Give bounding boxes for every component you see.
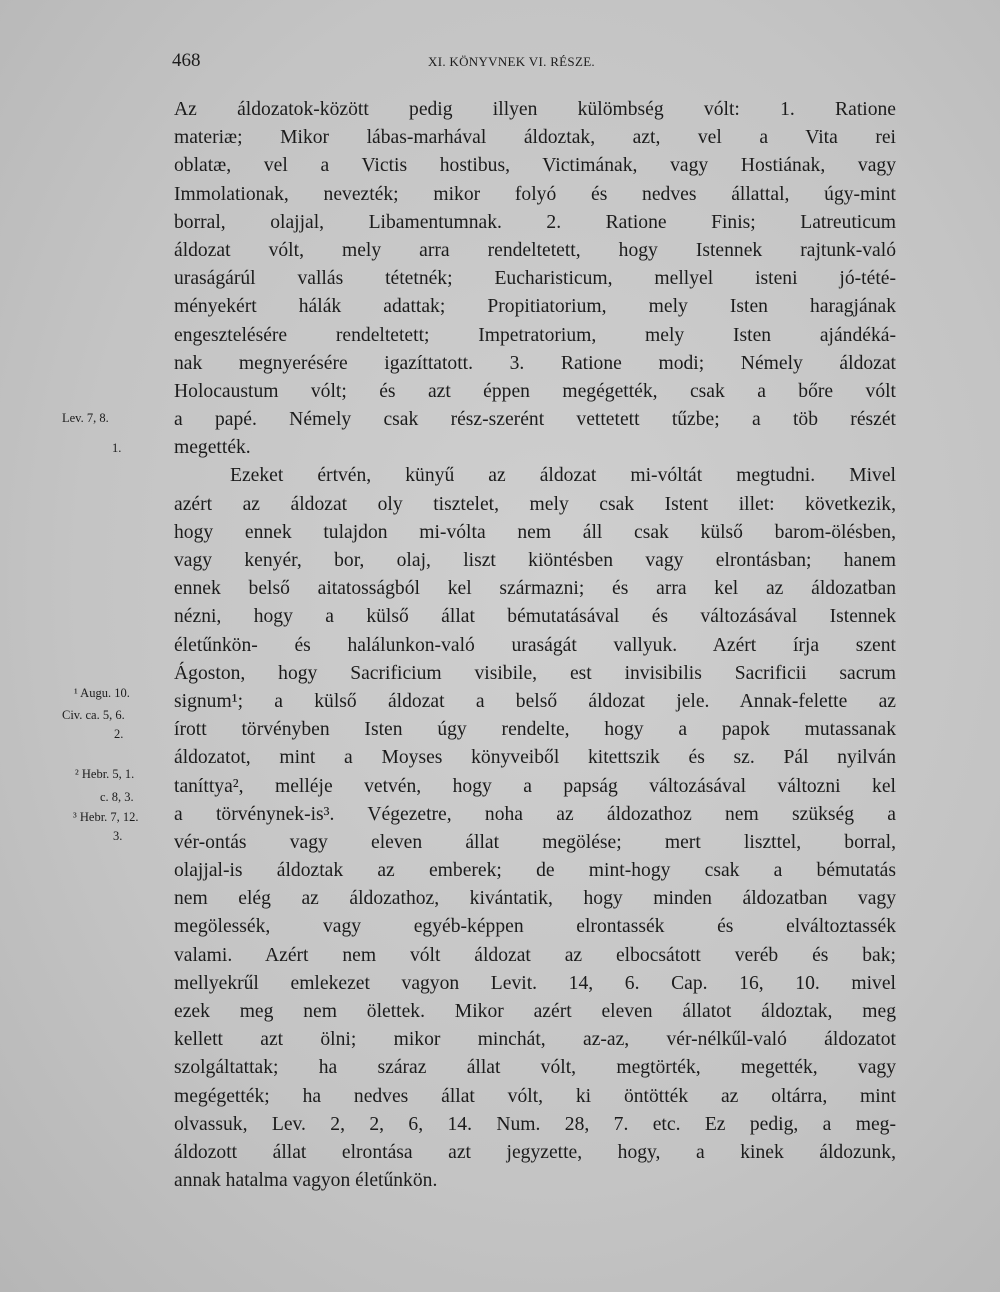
- text-line: a papé. Némely csak rész-szerént vettetett tűzbe; a töb részét: [174, 409, 896, 431]
- text-line: Immolationak, nevezték; mikor folyó és nedves állattal, úgy-mint: [174, 183, 896, 205]
- text-line: vagy kenyér, bor, olaj, liszt kiöntésben vagy elrontásban; hanem: [174, 550, 896, 571]
- text-line: ményekért hálák adattak; Propitiatorium, mely Isten haragjának: [174, 296, 896, 318]
- text-line: valami. Azért nem vólt áldozat az elbocsátott veréb és bak;: [174, 944, 896, 966]
- text-line: engesztelésére rendeltetett; Impetratorium, mely Isten ajándéká-: [174, 324, 896, 346]
- text-line: annak hatalma vagyon életűnkön.: [174, 1170, 438, 1192]
- text-line: kellett azt ölni; mikor minchát, az-az, vér-nélkűl-való áldozatot: [174, 1029, 896, 1051]
- margin-reference: 1.: [112, 441, 122, 455]
- text-line: ennek belső aitatosságból kel származni; és arra kel az áldozatban: [174, 578, 896, 600]
- text-line: Holocaustum vólt; és azt éppen megégették, csak a bőre vólt: [174, 380, 896, 402]
- text-line: írott törvényben Isten úgy rendelte, hogy a papok mutassanak: [174, 719, 896, 741]
- text-line: nem elég az áldozathoz, kivántatik, hogy minden áldozatban vagy: [174, 888, 896, 910]
- text-line: nak megnyerésére igazíttatott. 3. Ratione modi; Némely áldozat: [174, 352, 896, 374]
- text-line: oblatæ, vel a Victis hostibus, Victimának, vagy Hostiának, vagy: [174, 155, 896, 177]
- text-line: nézni, hogy a külső állat bémutatásával és változásával Istennek: [174, 606, 896, 628]
- text-line: szolgáltattak; ha száraz állat vólt, megtörték, megették, vagy: [174, 1057, 896, 1079]
- text-line: borral, olajjal, Libamentumnak. 2. Ratione Finis; Latreuticum: [174, 211, 896, 233]
- text-line: megégették; ha nedves állat vólt, ki öntötték az oltárra, mint: [174, 1085, 896, 1107]
- running-head: XI. KÖNYVNEK VI. RÉSZE.: [428, 54, 595, 69]
- text-line: ezek meg nem ölettek. Mikor azért eleven állatot áldoztak, meg: [174, 1001, 896, 1022]
- text-line: Ágoston, hogy Sacrificium visibile, est invisibilis Sacrificii sacrum: [174, 662, 896, 684]
- text-line: mellyekrűl emlekezet vagyon Levit. 14, 6. Cap. 16, 10. mivel: [174, 972, 896, 994]
- text-line: áldozatot, mint a Moyses könyveiből kitettszik és sz. Pál nyilván: [174, 747, 896, 769]
- text-line: Az áldozatok-között pedig illyen külömbség vólt: 1. Ratione: [174, 99, 896, 120]
- margin-reference: 2.: [114, 727, 124, 741]
- text-line: életűnkön- és halálunkon-való uraságát vallyuk. Azért írja szent: [174, 634, 896, 656]
- page-header: [0, 50, 1000, 74]
- text-line: a törvénynek-is³. Végezetre, noha az áldozathoz nem szükség a: [174, 803, 896, 825]
- margin-reference: Lev. 7, 8.: [62, 411, 109, 425]
- text-line: signum¹; a külső áldozat a belső áldozat jele. Annak-felette az: [174, 690, 896, 712]
- text-line: áldozott állat elrontása azt jegyzette, hogy, a kinek áldozunk,: [174, 1141, 896, 1163]
- margin-reference: ³ Hebr. 7, 12.: [73, 810, 139, 824]
- text-line: hogy ennek tulajdon mi-vólta nem áll csak külső barom-ölésben,: [174, 521, 896, 543]
- margin-reference: Civ. ca. 5, 6.: [62, 708, 125, 722]
- text-line: áldozat vólt, mely arra rendeltetett, hogy Istennek rajtunk-való: [174, 239, 896, 261]
- page-number: 468: [172, 50, 201, 71]
- text-line: megették.: [174, 437, 251, 459]
- text-line: taníttya², melléje vetvén, hogy a papság változásával változni kel: [174, 775, 896, 797]
- margin-reference: ¹ Augu. 10.: [74, 686, 130, 700]
- text-line: vér-ontás vagy eleven állat megölése; mert liszttel, borral,: [174, 831, 896, 853]
- margin-reference: ² Hebr. 5, 1.: [75, 767, 135, 781]
- text-line: megölessék, vagy egyéb-képpen elrontassék és elváltoztassék: [174, 916, 896, 938]
- text-line: Ezeket értvén, künyű az áldozat mi-vóltát megtudni. Mivel: [230, 465, 896, 487]
- margin-reference: c. 8, 3.: [100, 790, 134, 804]
- text-line: olajjal-is áldoztak az emberek; de mint-hogy csak a bémutatás: [174, 860, 896, 882]
- text-line: materiæ; Mikor lábas-marhával áldoztak, azt, vel a Vita rei: [174, 127, 896, 149]
- text-line: uraságárúl vallás tétetnék; Eucharisticum, mellyel isteni jó-tété-: [174, 268, 896, 290]
- text-line: azért az áldozat oly tisztelet, mely csak Istent illet: következik,: [174, 493, 896, 515]
- margin-reference: 3.: [113, 829, 123, 843]
- text-line: olvassuk, Lev. 2, 2, 6, 14. Num. 28, 7. etc. Ez pedig, a meg-: [174, 1113, 896, 1135]
- body-text: [174, 96, 896, 1195]
